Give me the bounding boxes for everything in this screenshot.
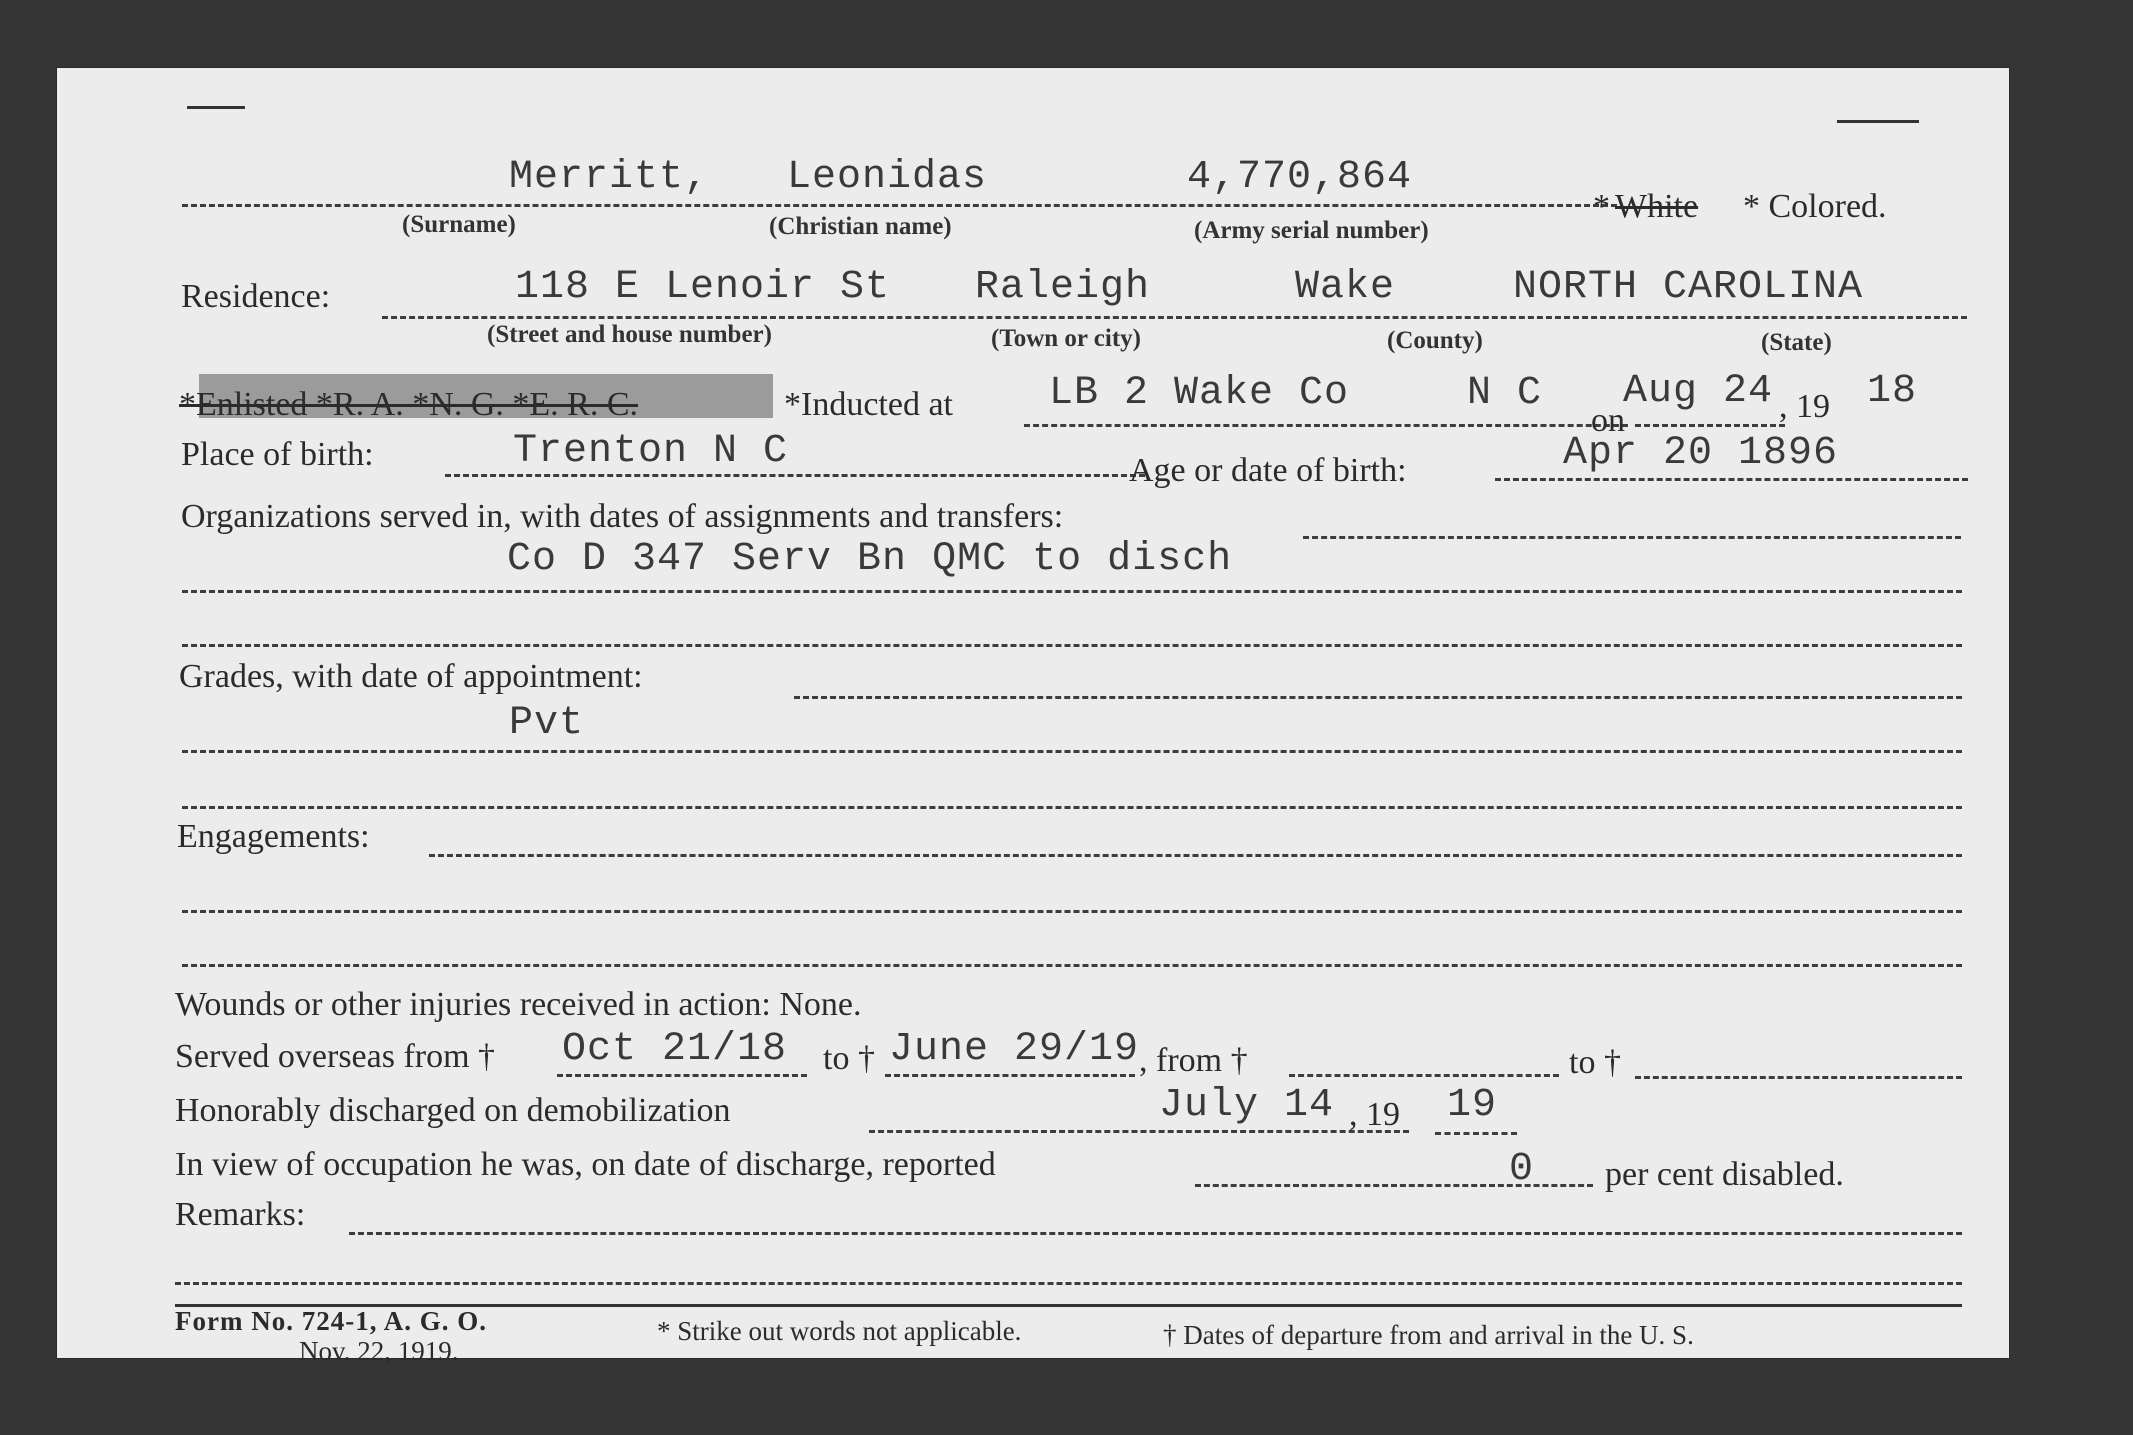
street-value: 118 E Lenoir St [515, 265, 891, 310]
remarks-label: Remarks: [175, 1196, 306, 1233]
street-caption: (Street and house number) [487, 321, 772, 348]
dates-note: † Dates of departure from and arrival in the U. S. [1163, 1320, 1694, 1350]
overseas-from-line [557, 1074, 807, 1077]
serial-number-value: 4,770,864 [1187, 155, 1413, 200]
overseas-to-value: June 29/19 [889, 1027, 1140, 1072]
grades-value: Pvt [509, 701, 585, 746]
birth-date-value: Apr 20 1896 [1563, 431, 1839, 476]
strike-note: * Strike out words not applicable. [657, 1316, 1022, 1346]
form-number: Form No. 724-1, A. G. O. [175, 1306, 487, 1336]
county-caption: (County) [1387, 327, 1483, 354]
discharge-year-prefix: , 19 [1349, 1096, 1400, 1133]
engagements-line-3 [182, 964, 1962, 967]
inducted-year-prefix: , 19 [1779, 388, 1830, 425]
overseas-to2-line [1635, 1076, 1962, 1079]
overseas-from2-line [1289, 1074, 1559, 1077]
inducted-date-line [1635, 424, 1785, 427]
christian-name-value: Leonidas [787, 155, 988, 200]
inducted-line [1024, 424, 1628, 427]
corner-rule-right [1837, 120, 1919, 123]
state-caption: (State) [1761, 329, 1832, 356]
engagements-line-1 [429, 854, 1962, 857]
remarks-line-1 [349, 1232, 1962, 1235]
race-colored: * Colored. [1743, 188, 1887, 225]
place-of-birth-value: Trenton N C [513, 429, 789, 474]
organizations-line-3 [182, 644, 1962, 647]
county-value: Wake [1295, 265, 1396, 310]
inducted-year-value: 18 [1867, 369, 1918, 414]
grades-line-1 [794, 696, 1962, 699]
organizations-value: Co D 347 Serv Bn QMC to disch [507, 537, 1233, 582]
state-value: NORTH CAROLINA [1513, 265, 1864, 310]
wounds-text: Wounds or other injuries received in action: None. [175, 986, 862, 1023]
christian-name-caption: (Christian name) [769, 213, 952, 240]
surname-caption: (Surname) [402, 211, 516, 238]
overseas-to-label: to † [823, 1040, 875, 1077]
discharge-line [869, 1130, 1409, 1133]
overseas-to2-label: to † [1569, 1044, 1621, 1081]
race-prefix: * [1593, 188, 1610, 225]
discharge-year-line [1435, 1132, 1517, 1135]
residence-line [382, 316, 1967, 319]
place-of-birth-label: Place of birth: [181, 436, 374, 473]
overseas-label: Served overseas from † [175, 1038, 496, 1075]
discharge-year-value: 19 [1447, 1083, 1498, 1128]
organizations-label: Organizations served in, with dates of assignments and transfers: [181, 498, 1064, 535]
engagements-line-2 [182, 910, 1962, 913]
engagements-label: Engagements: [177, 818, 370, 855]
overseas-from-value: Oct 21/18 [562, 1027, 788, 1072]
inducted-at-label: *Inducted at [784, 386, 953, 423]
town-value: Raleigh [975, 265, 1151, 310]
organizations-line-1 [1303, 536, 1961, 539]
inducted-on-label: on [1591, 402, 1625, 439]
disability-suffix: per cent disabled. [1605, 1156, 1844, 1193]
inducted-place-value: LB 2 Wake Co [1049, 371, 1350, 416]
grades-line-3 [182, 806, 1962, 809]
grades-label: Grades, with date of appointment: [179, 658, 643, 695]
corner-rule [187, 106, 245, 109]
inducted-date-value: Aug 24 [1623, 369, 1774, 414]
surname-value: Merritt, [509, 155, 710, 200]
overseas-from2-label: , from † [1139, 1042, 1248, 1079]
remarks-line-2 [175, 1282, 1962, 1285]
organizations-line-2 [182, 590, 1962, 593]
disability-label: In view of occupation he was, on date of discharge, reported [175, 1146, 996, 1183]
residence-label: Residence: [181, 278, 331, 315]
form-date: Nov. 22, 1919. [299, 1336, 459, 1366]
inducted-state-value: N C [1467, 371, 1543, 416]
age-label: Age or date of birth: [1129, 452, 1407, 489]
place-of-birth-line [445, 474, 1145, 477]
grades-line-2 [182, 750, 1962, 753]
serial-caption: (Army serial number) [1194, 217, 1429, 244]
disability-value: 0 [1509, 1147, 1535, 1192]
discharge-date-value: July 14 [1159, 1083, 1335, 1128]
overseas-to-line [885, 1074, 1135, 1077]
struck-enlistment-options: *Enlisted *R. A. *N. G. *E. R. C. [179, 386, 639, 423]
birth-date-line [1495, 478, 1968, 481]
service-record-card [57, 68, 2009, 1366]
discharge-label: Honorably discharged on demobilization [175, 1092, 731, 1129]
name-line [182, 204, 1617, 207]
town-caption: (Town or city) [991, 325, 1141, 352]
race-white-struck: White [1615, 188, 1699, 225]
